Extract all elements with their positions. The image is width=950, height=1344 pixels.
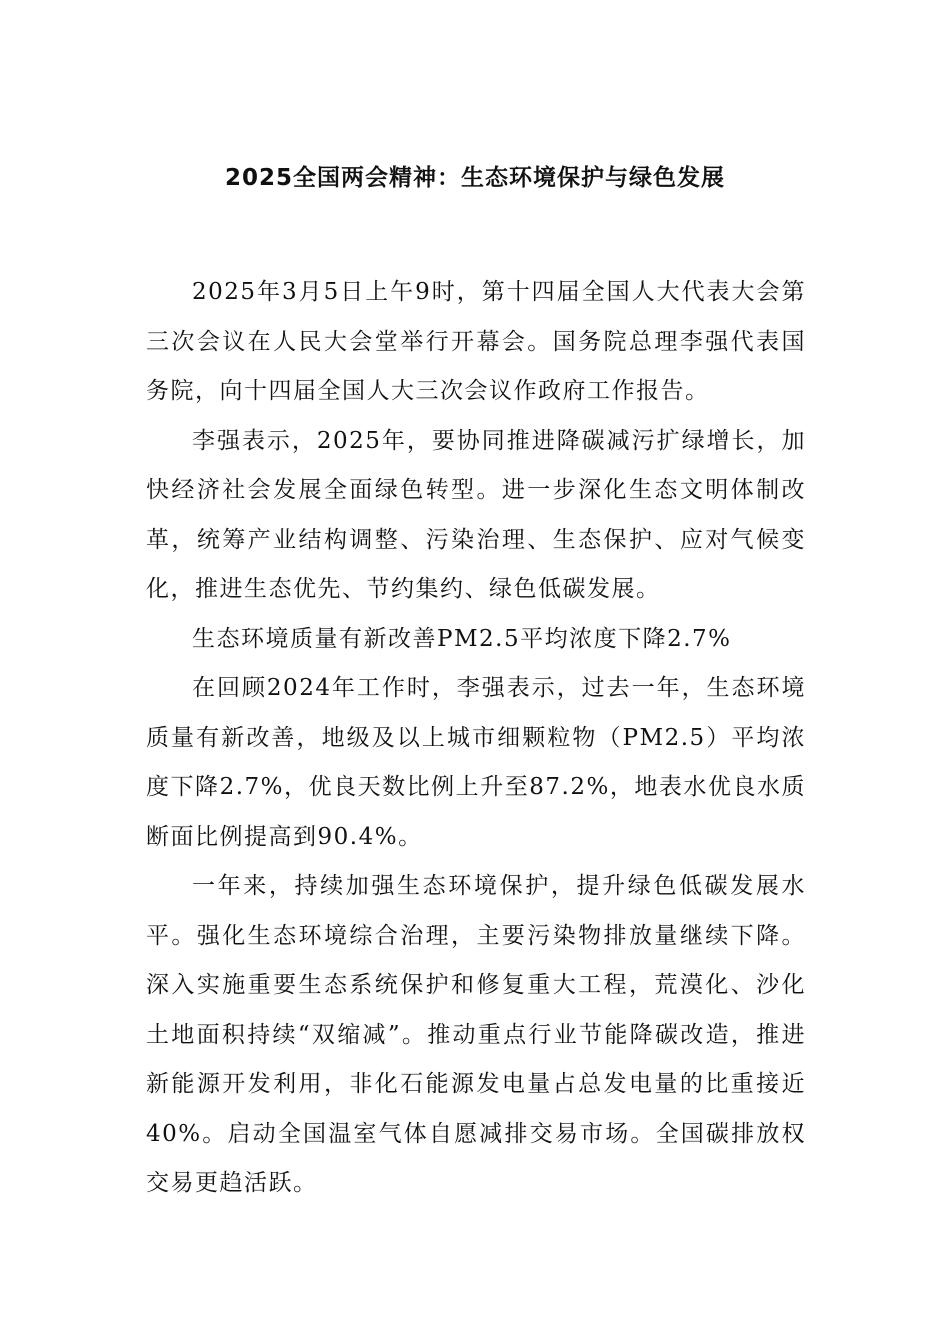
paragraph-subheading-pm25: 生态环境质量有新改善PM2.5平均浓度下降2.7%	[192, 625, 732, 652]
paragraph-2024-review: 在回顾2024年工作时，李强表示，过去一年，生态环境质量有新改善，地级及以上城市细颗粒物（PM2.5）平均浓度下降2.7%，优良天数比例上升至87.2%，地表水优良水质断面比例提高到90.4%。	[146, 675, 806, 850]
paragraph-opening-session: 2025年3月5日上午9时，第十四届全国人大代表大会第三次会议在人民大会堂举行开幕会。国务院总理李强代表国务院，向十四届全国人大三次会议作政府工作报告。	[146, 279, 806, 404]
document-body	[146, 268, 806, 1209]
document-title: 2025全国两会精神：生态环境保护与绿色发展	[224, 165, 725, 191]
paragraph-achievements: 一年来，持续加强生态环境保护，提升绿色低碳发展水平。强化生态环境综合治理，主要污染物排放量继续下降。深入实施重要生态系统保护和修复重大工程，荒漠化、沙化土地面积持续“双缩减”。推动重点行业节能降碳改造，推进新能源开发利用，非化石能源发电量占总发电量的比重接近40%。启动全国温室气体自愿减排交易市场。全国碳排放权交易更趋活跃。	[146, 873, 806, 1196]
paragraph-green-transition: 李强表示，2025年，要协同推进降碳减污扩绿增长，加快经济社会发展全面绿色转型。进一步深化生态文明体制改革，统筹产业结构调整、污染治理、生态保护、应对气候变化，推进生态优先、节约集约、绿色低碳发展。	[146, 427, 806, 602]
